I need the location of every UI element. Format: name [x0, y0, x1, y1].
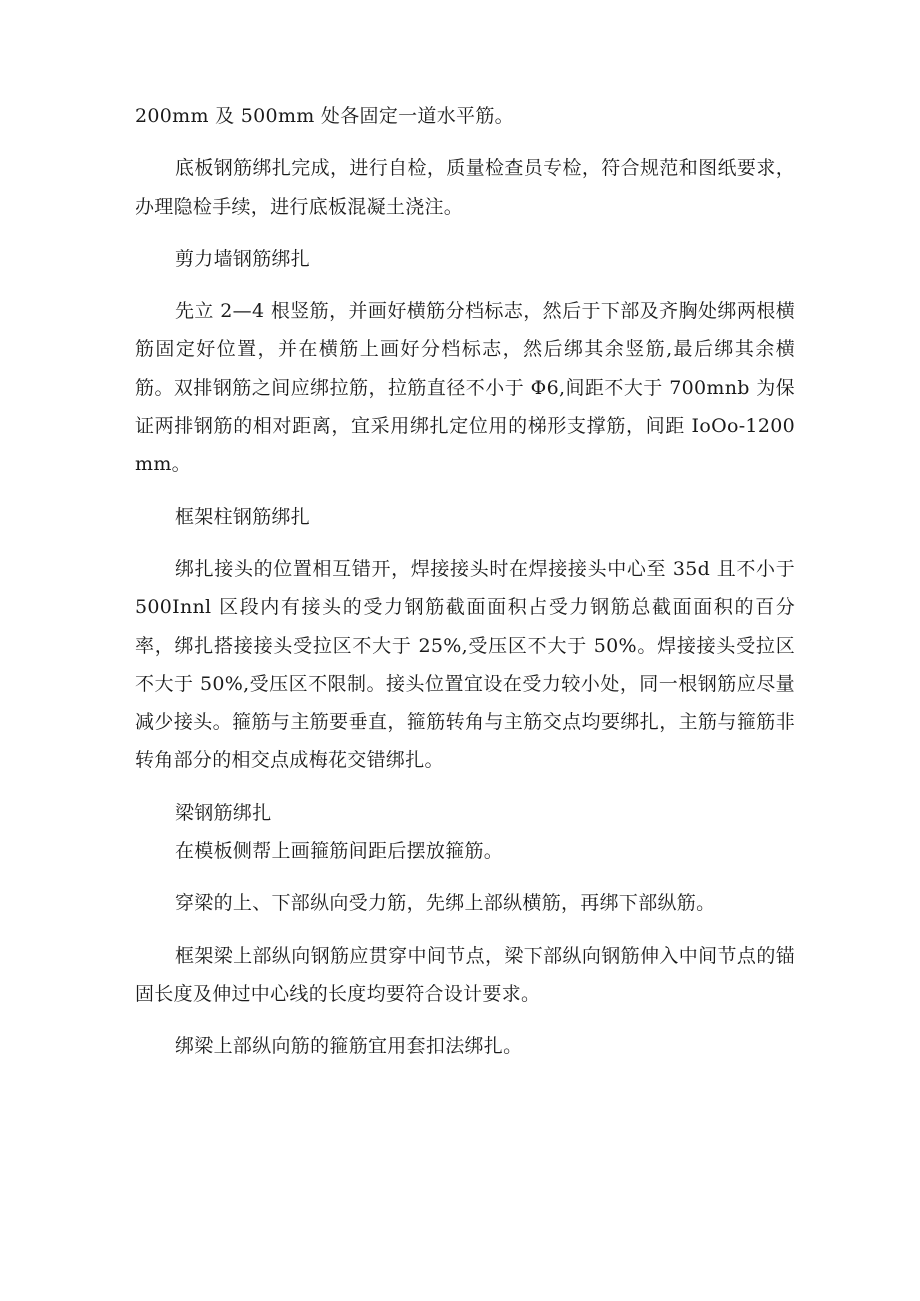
heading-beam: 梁钢筋绑扎: [175, 801, 272, 824]
paragraph-base-slab-inspection: 底板钢筋绑扎完成，进行自检，质量检查员专检，符合规范和图纸要求，办理隐检手续，进行底板混凝土浇注。: [135, 157, 795, 218]
paragraph-beam-longitudinal: 穿梁的上、下部纵向受力筋，先绑上部纵横筋，再绑下部纵筋。: [175, 892, 716, 915]
heading-shear-wall: 剪力墙钢筋绑扎: [175, 247, 311, 270]
paragraph-beam-stirrup-binding: 绑梁上部纵向筋的箍筋宜用套扣法绑扎。: [175, 1035, 523, 1058]
paragraph-frame-beam-anchorage: 框架梁上部纵向钢筋应贯穿中间节点，梁下部纵向钢筋伸入中间节点的锚固长度及伸过中心线的长度均要符合设计要求。: [135, 944, 795, 1005]
paragraph-frame-column: 绑扎接头的位置相互错开，焊接接头时在焊接接头中心至 35d 且不小于 500Innl 区段内有接头的受力钢筋截面面积占受力钢筋总截面面积的百分率，绑扎搭接接头受拉区不大于 25%,受压区不大于 50%。焊接接头受拉区不大于 50%,受压区不限制。接头位置宜设在受力较小处，同一根钢筋应尽量减少接头。箍筋与主筋要垂直，箍筋转角与主筋交点均要绑扎，主筋与箍筋非转角部分的相交点成梅花交错绑扎。: [135, 557, 795, 772]
paragraph-continuation: 200mm 及 500mm 处各固定一道水平筋。: [135, 105, 514, 127]
paragraph-beam-stirrup-marking: 在模板侧帮上画箍筋间距后摆放箍筋。: [175, 840, 504, 863]
heading-frame-column: 框架柱钢筋绑扎: [175, 505, 311, 528]
document-body: [135, 97, 795, 1066]
paragraph-shear-wall: 先立 2—4 根竖筋，并画好横筋分档标志，然后于下部及齐胸处绑两根横筋固定好位置，并在横筋上画好分档标志，然后绑其余竖筋,最后绑其余横筋。双排钢筋之间应绑拉筋，拉筋直径不小于 Φ6,间距不大于 700mnb 为保证两排钢筋的相对距离，宜采用绑扎定位用的梯形支撑筋，间距 IoOo-1200mm。: [135, 300, 795, 476]
